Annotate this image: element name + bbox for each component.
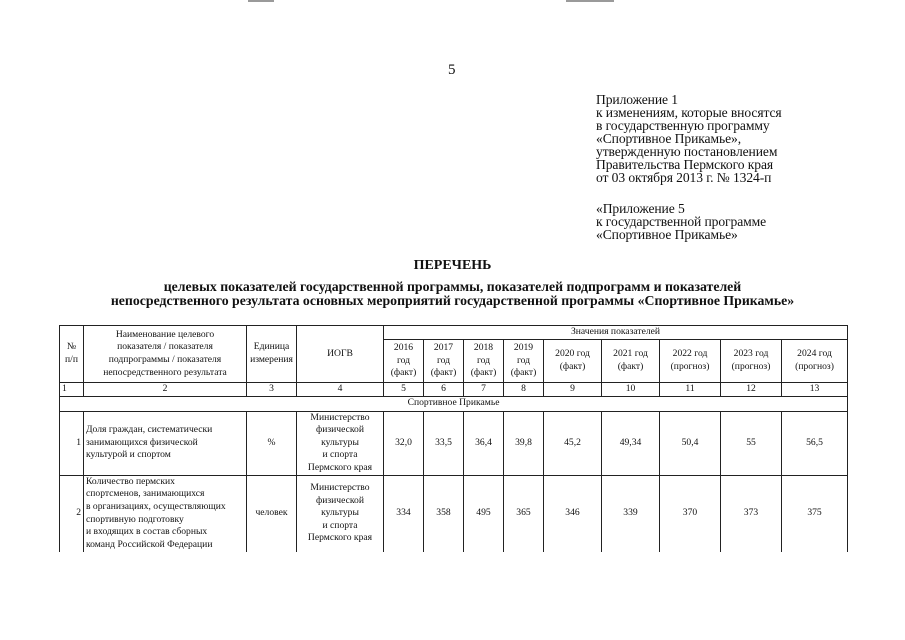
- value-cell: 375: [782, 475, 848, 552]
- header-values-group: Значения показателей: [384, 326, 848, 340]
- column-number: 1: [60, 383, 84, 397]
- document-subtitle: [0, 280, 905, 308]
- unit-cell: человек: [247, 475, 297, 552]
- indicator-name: Количество пермских спортсменов, занимающихся в организациях, осуществляющих спортивную подготовку и входящих в состав сборных команд Российской Федерации: [84, 475, 247, 552]
- appendix-5-line: «Спортивное Прикамье»: [596, 227, 738, 242]
- value-cell: 36,4: [464, 411, 504, 475]
- header-year: 2019 год (факт): [504, 340, 544, 383]
- row-number: 1: [60, 411, 84, 475]
- value-cell: 334: [384, 475, 424, 552]
- value-cell: 45,2: [544, 411, 602, 475]
- header-year: 2021 год (факт): [602, 340, 660, 383]
- page-number: 5: [448, 62, 456, 78]
- indicators-table: [59, 325, 848, 552]
- iogv-cell: Министерство физической культуры и спорта Пермского края: [297, 475, 384, 552]
- document-title: ПЕРЕЧЕНЬ: [413, 258, 492, 273]
- column-number: 4: [297, 383, 384, 397]
- header-name: Наименование целевого показателя / показателя подпрограммы / показателя непосредственного результата: [84, 326, 247, 383]
- column-number: 11: [660, 383, 721, 397]
- value-cell: 373: [721, 475, 782, 552]
- value-cell: 33,5: [424, 411, 464, 475]
- header-iogv: ИОГВ: [297, 326, 384, 383]
- header-year: 2020 год (факт): [544, 340, 602, 383]
- column-number: 12: [721, 383, 782, 397]
- appendix-1-line: «Спортивное Прикамье»,: [596, 131, 742, 146]
- value-cell: 346: [544, 475, 602, 552]
- iogv-cell: Министерство физической культуры и спорта Пермского края: [297, 411, 384, 475]
- column-number: 10: [602, 383, 660, 397]
- column-number: 2: [84, 383, 247, 397]
- row-number: 2: [60, 475, 84, 552]
- header-year: 2016 год (факт): [384, 340, 424, 383]
- appendix-5-line: к государственной программе: [596, 214, 767, 229]
- header-year: 2023 год (прогноз): [721, 340, 782, 383]
- header-year: 2024 год (прогноз): [782, 340, 848, 383]
- value-cell: 50,4: [660, 411, 721, 475]
- column-number: 9: [544, 383, 602, 397]
- value-cell: 39,8: [504, 411, 544, 475]
- column-number: 6: [424, 383, 464, 397]
- appendix-1-line: в государственную программу: [596, 118, 770, 133]
- appendix-1-line: Приложение 1: [596, 92, 678, 107]
- column-number: 13: [782, 383, 848, 397]
- appendix-5-block: [596, 202, 766, 241]
- column-number: 8: [504, 383, 544, 397]
- subtitle-line-2: непосредственного результата основных мероприятий государственной программы «Спортивное Прикамье»: [110, 293, 795, 308]
- header-year: 2017 год (факт): [424, 340, 464, 383]
- table-row: [60, 411, 848, 475]
- table-row: [60, 475, 848, 552]
- header-year: 2018 год (факт): [464, 340, 504, 383]
- value-cell: 49,34: [602, 411, 660, 475]
- value-cell: 339: [602, 475, 660, 552]
- indicator-name: Доля граждан, систематически занимающихся физической культурой и спортом: [84, 411, 247, 475]
- appendix-1-block: [596, 93, 782, 184]
- column-number: 7: [464, 383, 504, 397]
- appendix-1-line: утвержденную постановлением: [596, 144, 778, 159]
- column-number: 3: [247, 383, 297, 397]
- header-unit: Единица измерения: [247, 326, 297, 383]
- appendix-1-line: Правительства Пермского края: [596, 157, 774, 172]
- column-numbers-row: [60, 383, 848, 397]
- unit-cell: %: [247, 411, 297, 475]
- value-cell: 55: [721, 411, 782, 475]
- header-number: № п/п: [60, 326, 84, 383]
- subtitle-line-1: целевых показателей государственной программы, показателей подпрограмм и показателей: [163, 279, 742, 294]
- value-cell: 358: [424, 475, 464, 552]
- column-number: 5: [384, 383, 424, 397]
- scan-edge-mark: [566, 0, 614, 2]
- scan-edge-mark: [248, 0, 274, 2]
- value-cell: 56,5: [782, 411, 848, 475]
- section-row: [60, 396, 848, 411]
- appendix-1-line: к изменениям, которые вносятся: [596, 105, 782, 120]
- section-title: Спортивное Прикамье: [60, 396, 848, 411]
- header-year: 2022 год (прогноз): [660, 340, 721, 383]
- value-cell: 495: [464, 475, 504, 552]
- appendix-1-line: от 03 октября 2013 г. № 1324-п: [596, 170, 772, 185]
- value-cell: 365: [504, 475, 544, 552]
- value-cell: 370: [660, 475, 721, 552]
- value-cell: 32,0: [384, 411, 424, 475]
- appendix-5-line: «Приложение 5: [596, 201, 685, 216]
